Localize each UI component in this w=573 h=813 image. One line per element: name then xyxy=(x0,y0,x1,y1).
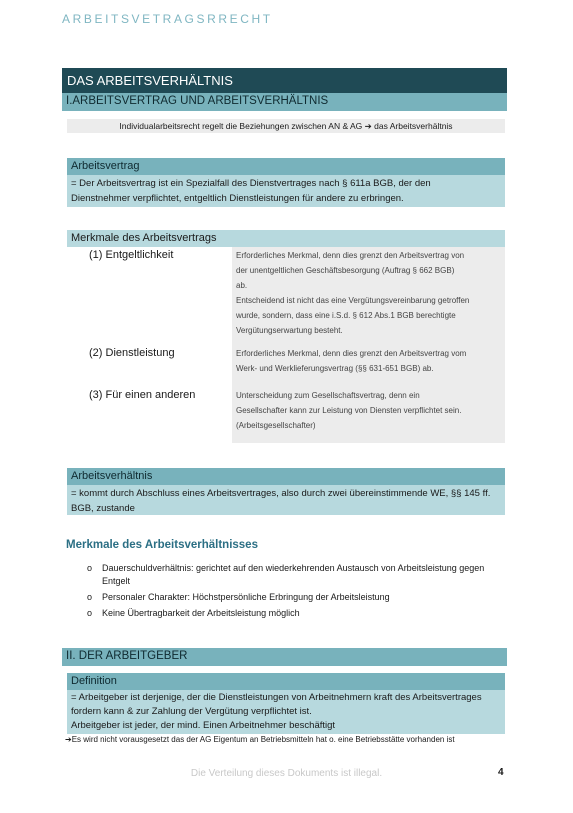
definition-line: fordern kann & zur Zahlung der Vergütung verpflichtet ist. xyxy=(71,706,312,717)
merkmal-label: (2) Dienstleistung xyxy=(89,347,175,359)
description-line: Gesellschafter kann zur Leistung von Diensten verpflichtet sein. xyxy=(236,406,462,415)
merkmal-description xyxy=(232,345,505,387)
definition-line: = Arbeitgeber ist derjenige, der die Dienstleistungen von Arbeitnehmern kraft des Arbeitsvertrages xyxy=(71,692,482,703)
section-title: II. DER ARBEITGEBER xyxy=(62,648,507,666)
section-title: DAS ARBEITSVERHÄLTNIS xyxy=(62,68,507,93)
item-text: Keine Übertragbarkeit der Arbeitsleistung möglich xyxy=(102,608,300,618)
merkmale-vertrag-heading: Merkmale des Arbeitsvertrags xyxy=(67,230,505,247)
note-text: ➔Es wird nicht vorausgesetzt das der AG Eigentum an Betriebsmitteln hat o. eine Betriebsstätte vorhanden ist xyxy=(65,735,455,744)
page-number: 4 xyxy=(498,767,504,778)
definition-line: = kommt durch Abschluss eines Arbeitsvertrages, also durch zwei übereinstimmende WE, §§ 145 ff. xyxy=(71,488,491,499)
item-term: Dauerschuldverhältnis: xyxy=(102,563,194,573)
item-text: gerichtet auf den wiederkehrenden Austausch von Arbeitsleistung gegen xyxy=(193,563,485,573)
section-subtitle: I.ARBEITSVERTRAG UND ARBEITSVERHÄLTNIS xyxy=(62,93,507,111)
item-term: Personaler Charakter: xyxy=(102,592,191,602)
definition-line: Arbeitgeber ist jeder, der mind. Einen Arbeitnehmer beschäftigt xyxy=(71,720,336,731)
footer-notice: Die Verteilung dieses Dokuments ist illegal. xyxy=(190,768,383,779)
arbeitsverhaeltnis-heading: Arbeitsverhältnis xyxy=(67,468,505,485)
list-item xyxy=(87,591,507,604)
definition-line: BGB, zustande xyxy=(71,503,135,514)
arbeitsverhaeltnis-definition xyxy=(67,485,505,515)
description-line: Erforderliches Merkmal, denn dies grenzt den Arbeitsvertrag von xyxy=(236,251,465,260)
description-line: wurde, sondern, dass eine i.S.d. § 612 Abs.1 BGB berechtigte xyxy=(236,311,456,320)
description-line: Werk- und Werklieferungsvertrag (§§ 631-651 BGB) ab. xyxy=(236,364,434,373)
description-line: der unentgeltlichen Geschäftsbesorgung (Auftrag § 662 BGB) xyxy=(236,266,455,275)
bullet-icon: o xyxy=(87,563,93,573)
merkmal-description xyxy=(232,387,505,443)
definition-line: Dienstnehmer verpflichtet, entgeltlich Dienstleistungen für andere zu erbringen. xyxy=(71,193,404,204)
merkmale-verhaeltnis-heading: Merkmale des Arbeitsverhältnisses xyxy=(66,539,258,551)
definition-line: = Der Arbeitsvertrag ist ein Spezialfall des Dienstvertrages nach § 611a BGB, der den xyxy=(71,178,431,189)
description-line: ab. xyxy=(236,281,248,290)
arbeitsvertrag-heading: Arbeitsvertrag xyxy=(67,158,505,175)
merkmal-label: (1) Entgeltlichkeit xyxy=(89,249,174,261)
merkmale-list xyxy=(87,562,507,620)
item-text: Höchstpersönliche Erbringung der Arbeitsleistung xyxy=(190,592,390,602)
arbeitsvertrag-definition xyxy=(67,175,505,207)
bullet-icon: o xyxy=(87,592,93,602)
merkmal-row xyxy=(67,387,505,443)
description-line: Unterscheidung zum Gesellschaftsvertrag, denn ein xyxy=(236,391,420,400)
arbeitgeber-definition xyxy=(67,690,505,734)
description-line: Vergütungserwartung besteht. xyxy=(236,326,343,335)
item-text-continued: Entgelt xyxy=(102,576,131,586)
description-line: Entscheidend ist nicht das eine Vergütungsvereinbarung getroffen xyxy=(236,296,470,305)
definition-heading: Definition xyxy=(67,673,505,690)
intro-text: Individualarbeitsrecht regelt die Beziehungen zwischen AN & AG ➔ das Arbeitsverhältnis xyxy=(67,119,505,133)
list-item xyxy=(87,607,507,620)
merkmal-row xyxy=(67,345,505,387)
merkmal-row xyxy=(67,247,505,346)
description-line: Erforderliches Merkmal, denn dies grenzt den Arbeitsvertrag vom xyxy=(236,349,467,358)
list-item xyxy=(87,562,507,588)
merkmal-label: (3) Für einen anderen xyxy=(89,389,196,401)
bullet-icon: o xyxy=(87,608,93,618)
running-header: ARBEITSVETRAGSRRECHT xyxy=(62,12,273,26)
description-line: (Arbeitsgesellschafter) xyxy=(236,421,316,430)
merkmal-description xyxy=(232,247,505,346)
